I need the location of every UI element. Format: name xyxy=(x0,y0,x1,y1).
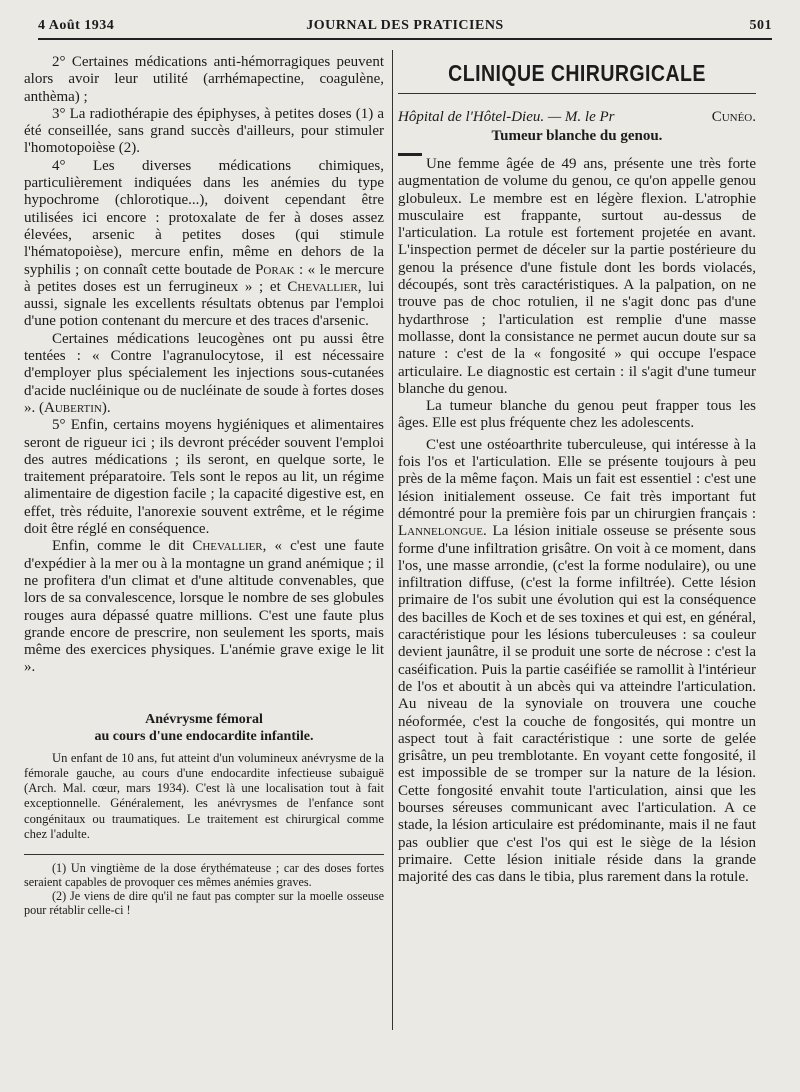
text-segment: . La lésion initiale osseuse se présente sous forme d'une infiltration grisâtre. On voit à ce moment, dans l'os, une masse arrondie, (c'est la forme nodulaire), ou une infiltration diffuse, (c'est la forme infiltrée). Cette lésion primaire de l'os subit une évolution qui est la conséquence des bacilles de Koch et de ses toxines et qui est, en général, caractéristique pour les lésions tuberculeuses : sa couleur devient jaunâtre, il se produit une sorte de nécrose : c'est la caséification. Puis la partie caséifiée se ramollit à l'intérieur de l'os et aboutit à un abcès qui va atteindre l'articulation. Au niveau de la synoviale on trouvera une couche néoformée, c'est la couche de fongosités, qui montre un aspect tout à fait caractéristique : une sorte de gelée grisâtre, un peu tremblotante. En voyant cette fongosité, il est impossible de se tromper sur la nature de la lésion. Cette fongosité envahit toute l'articulation, ainsi que les bourses séreuses communicant avec l'articulation. A ce stade, la lésion articulaire est prédominante, mais il ne faut pas oublier que c'est l'os qui est le siège de la lésion primaire. Cette lésion initiale réside dans la grande majorité des cas dans le tibia, plus rarement dans la rotule. xyxy=(398,523,756,886)
author-aubertin: Aubertin xyxy=(44,399,102,416)
footnote-rule xyxy=(24,854,384,855)
journal-title: JOURNAL DES PRATICIENS xyxy=(306,18,504,33)
section-heading-clinique: CLINIQUE CHIRURGICALE xyxy=(448,60,706,86)
issue-date: 4 Août 1934 xyxy=(38,18,115,33)
paragraph-hygienic: 5° Enfin, certains moyens hygiéniques et alimentaires seront de rigueur ici ; ils devront précéder souvent l'emploi des autres médications ; ils seront, en quelque sorte, le traitement préparatoire. Tels sont le repos au lit, un régime alimentaire de digestion facile ; la capacité digestive est, en effet, très réduite, l'anorexie souvent extrême, et le régime doit être réglé en conséquence. xyxy=(24,417,384,538)
text-segment: Enfin, comme le dit xyxy=(52,538,193,555)
text-segment: C'est une ostéoarthrite tuberculeuse, qui intéresse à la fois l'os et l'articulation. Elle se présente toujours à peu près de la même façon. Mais un fait est essentiel : c'est une lésion initialement osseuse. Ce fait très important fut démontré pour la première fois par un chirurgien français : xyxy=(398,436,756,522)
footnote-1: (1) Un vingtième de la dose érythémateuse ; car des doses fortes seraient capables de provoquer ces mêmes anémies graves. xyxy=(24,860,384,889)
text-segment: , « c'est une faute d'expédier à la mer ou à la montagne un grand anémique ; il ne profitera d'un climat et d'une altitude convenables, que lors de sa convalescence, lorsque le nombre de ses globules rouges aura dépassé quatre millions. C'est une faute plus grande encore de prescrire, non seulement les sports, mais même des exercices physiques. L'anémie grave exige le lit ». xyxy=(24,538,384,676)
paragraph-osteoarthritis xyxy=(398,437,756,887)
paragraph-anevrysme: Un enfant de 10 ans, fut atteint d'un volumineux anévrysme de la fémorale gauche, au cours d'une endocardite infectieuse subaiguë (Arch. Mal. cœur, mars 1934). C'est là une localisation tout à fait exceptionnelle. Généralement, les anévrysmes de l'enfance sont congénitaux ou traumatiques. Le traitement est chirurgical comme chez l'adulte. xyxy=(24,750,384,841)
author-chevallier: Chevallier xyxy=(287,278,358,295)
paragraph-conclusion xyxy=(24,538,384,676)
text-segment: ). xyxy=(101,399,111,416)
paragraph-ages: La tumeur blanche du genou peut frapper tous les âges. Elle est plus fréquente chez les adolescents. xyxy=(398,398,756,432)
section-subtitle-anevrysme: au cours d'une endocardite infantile. xyxy=(94,728,314,744)
footnote-2: (2) Je viens de dire qu'il ne faut pas compter sur la moelle osseuse pour rétablir celle-ci ! xyxy=(24,888,384,917)
column-divider xyxy=(392,50,393,1030)
right-column xyxy=(398,54,756,886)
text-segment: Certaines médications leucogènes ont pu aussi être tentées : « Contre l'agranulocytose, il est nécessaire d'employer plus spécialement les injections sous-cutanées d'acide nucléinique ou de nucléinate de soude à fortes doses ». ( xyxy=(24,330,384,416)
page-header xyxy=(38,16,772,40)
author-chevallier-2: Chevallier xyxy=(192,538,263,555)
hospital-name: Hôpital de l'Hôtel-Dieu. — M. le Pr xyxy=(398,109,615,125)
text-segment: 4° Les diverses médications chimiques, particulièrement indiquées dans les anémies du type hypochrome (chlorotique...), doivent cependant être utilisées ici encore : protoxalate de fer à doses assez élevées, arsenic à petites doses (qui stimule l'hématopoièse), mercure enfin, même en dehors de la syphilis ; on connaît cette boutade de xyxy=(24,157,384,278)
page-number: 501 xyxy=(749,18,772,33)
heading-rule xyxy=(398,93,756,94)
article-title: Tumeur blanche du genou. xyxy=(491,128,663,144)
paragraph-leucogenes xyxy=(24,331,384,417)
text-segment: , lui aussi, signale les excellents résultats obtenus par l'emploi d'une potion contenant du mercure et des traces d'arsenic. xyxy=(24,278,384,330)
section-title-anevrysme: Anévrysme fémoral xyxy=(145,711,263,727)
hospital-line xyxy=(398,108,756,126)
paragraph-case: Une femme âgée de 49 ans, présente une très forte augmentation de volume du genou, ce qu'on appelle genou globuleux. Le membre est en légère flexion. L'atrophie musculaire est frappante, surtout au-dessus de l'articulation. La rotule est fortement projetée en avant. L'inspection permet de déceler sur la partie postérieure du genou la présence d'une fistule dont les bords violacés, découpés, sont très caractéristiques. A la palpation, on ne trouve pas de choc rotulien, il ne s'agit donc pas d'une hydarthrose ; l'articulation est remplie d'une masse mollasse, dont la consistance ne permet aucun doute sur sa nature : c'est de la « fongosité » qui occupe l'espace articulaire. Le diagnostic est certain : il s'agit d'une tumeur blanche du genou. xyxy=(398,156,756,397)
professor-name: Cunéo. xyxy=(711,109,756,125)
text-segment: : « le mercure à petites doses est un ferrugineux » ; et xyxy=(24,261,385,295)
left-column xyxy=(24,54,384,917)
paragraph-radiotherapy: 3° La radiothérapie des épiphyses, à petites doses (1) a été conseillée, sans grand succès d'ailleurs, pour stimuler l'homotopoièse (2). xyxy=(24,105,384,157)
paragraph-chemical xyxy=(24,158,384,331)
author-porak: Porak xyxy=(255,261,295,278)
author-lannelongue: Lannelongue xyxy=(398,523,483,540)
paragraph-hemorrhagic: 2° Certaines médications anti-hémorragiques peuvent alors avoir leur utilité (arrhémapectine, coagulène, anthèma) ; xyxy=(24,54,384,105)
